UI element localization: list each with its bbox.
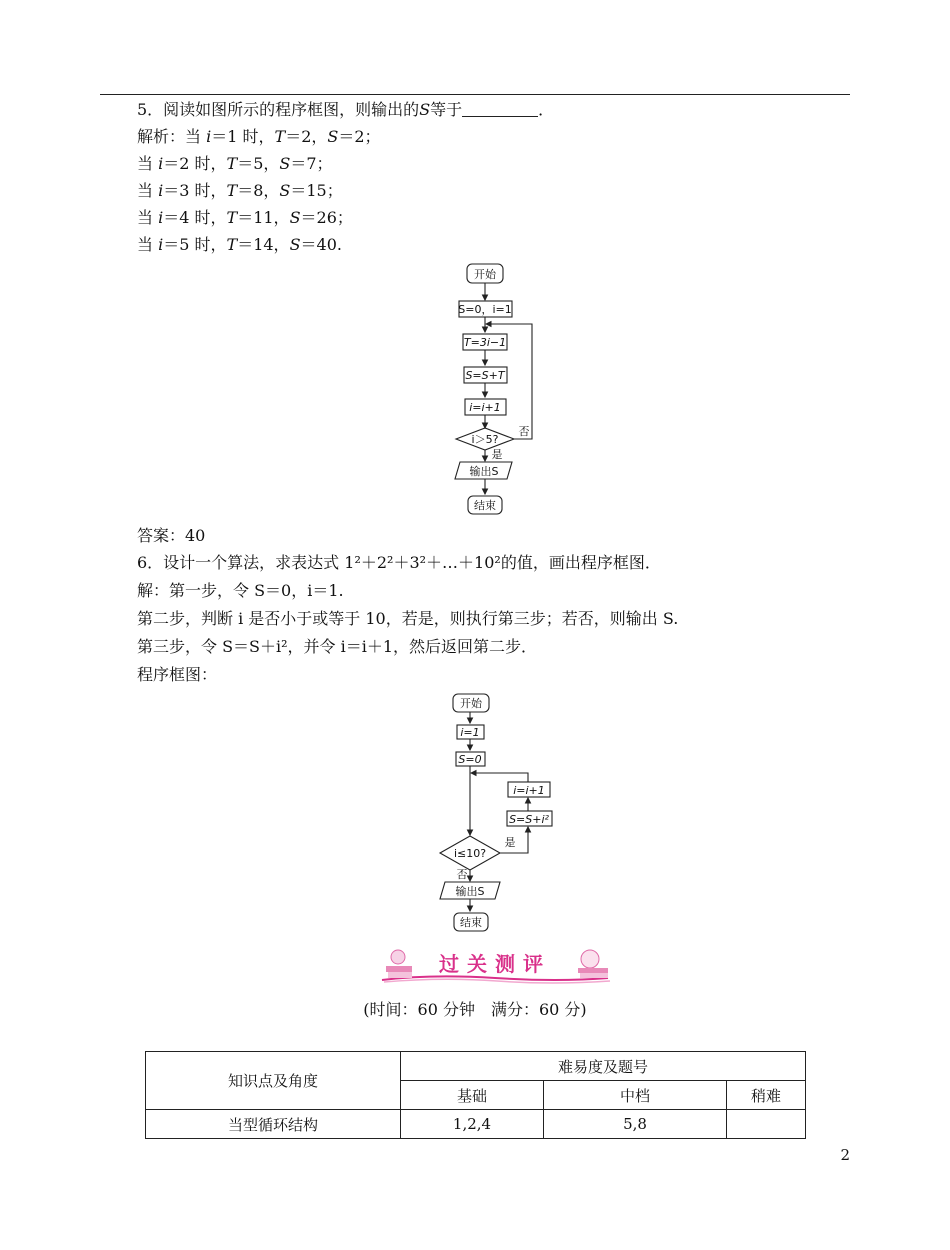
cell-hard	[727, 1110, 806, 1139]
flow2-yes-label: 是	[504, 836, 516, 849]
flow2-end-label: 结束	[460, 916, 482, 929]
page-number: 2	[840, 1146, 850, 1164]
q6-step-1: 解：第一步，令 S＝0，i＝1.	[137, 581, 344, 600]
flow1-output-label: 输出S	[469, 465, 499, 478]
flowchart-1	[440, 262, 550, 522]
analysis-line-1: 解析：当 i＝1 时，T＝2，S＝2；	[137, 127, 381, 146]
analysis-line-5: 当 i＝5 时，T＝14，S＝40.	[137, 235, 342, 254]
flow1-end-label: 结束	[474, 499, 496, 512]
q6-step-2: 第二步，判断 i 是否小于或等于 10，若是，则执行第三步；若否，则输出 S.	[137, 609, 679, 628]
header-difficulty: 难易度及题号	[401, 1052, 806, 1081]
flow2-no-label: 否	[456, 868, 468, 881]
answer-blank[interactable]	[462, 102, 538, 117]
q6-step-3: 第三步，令 S＝S＋i²，并令 i＝i＋1，然后返回第二步．	[137, 637, 538, 656]
flow2-start-label: 开始	[460, 697, 482, 710]
flow1-s-label: S=S+T	[465, 369, 505, 382]
flow1-yes-label: 是	[491, 448, 503, 461]
question-6: 6．设计一个算法，求表达式 1²＋2²＋3²＋…＋10²的值，画出程序框图．	[137, 553, 661, 572]
flow2-cond-label: i≤10?	[453, 847, 487, 860]
books-icon	[386, 950, 412, 978]
header-hard: 稍难	[727, 1081, 806, 1110]
flow1-no-label: 否	[518, 425, 530, 438]
flow2-output-label: 输出S	[455, 885, 485, 898]
analysis-line-4: 当 i＝4 时，T＝11，S＝26；	[137, 208, 353, 227]
section-banner	[372, 944, 618, 986]
header-knowledge: 知识点及角度	[146, 1052, 401, 1110]
flow1-init-label: S=0，i=1	[458, 303, 512, 316]
flow1-t-label: T=3i−1	[463, 336, 507, 349]
flow2-i-label: i=i+1	[513, 784, 545, 797]
cell-topic: 当型循环结构	[146, 1110, 401, 1139]
header-basic: 基础	[401, 1081, 544, 1110]
table-row	[146, 1110, 806, 1139]
answer-line: 答案：40	[137, 526, 206, 545]
cell-mid: 5,8	[544, 1110, 727, 1139]
timing-line: (时间：60 分钟 满分：60 分)	[363, 1000, 587, 1019]
flow2-s-label: S=S+i²	[509, 813, 549, 826]
flowchart-2	[430, 690, 570, 935]
flow1-cond-label: i＞5?	[471, 433, 499, 446]
flow1-start-label: 开始	[474, 268, 496, 281]
analysis-line-2: 当 i＝2 时，T＝5，S＝7；	[137, 154, 333, 173]
flow2-init-s-label: S=0	[458, 753, 482, 766]
knowledge-table	[145, 1051, 806, 1139]
globe-books-icon	[578, 950, 608, 978]
question-5: 5．阅读如图所示的程序框图，则输出的S等于 ．	[137, 100, 555, 119]
flow2-init-i-label: i=1	[460, 726, 480, 739]
analysis-line-3: 当 i＝3 时，T＝8，S＝15；	[137, 181, 343, 200]
cell-basic: 1,2,4	[401, 1110, 544, 1139]
header-mid: 中档	[544, 1081, 727, 1110]
banner-title: 过关测评	[439, 952, 551, 976]
flow1-i-label: i=i+1	[469, 401, 501, 414]
q6-chart-label: 程序框图：	[137, 665, 218, 684]
header-rule	[100, 94, 850, 95]
